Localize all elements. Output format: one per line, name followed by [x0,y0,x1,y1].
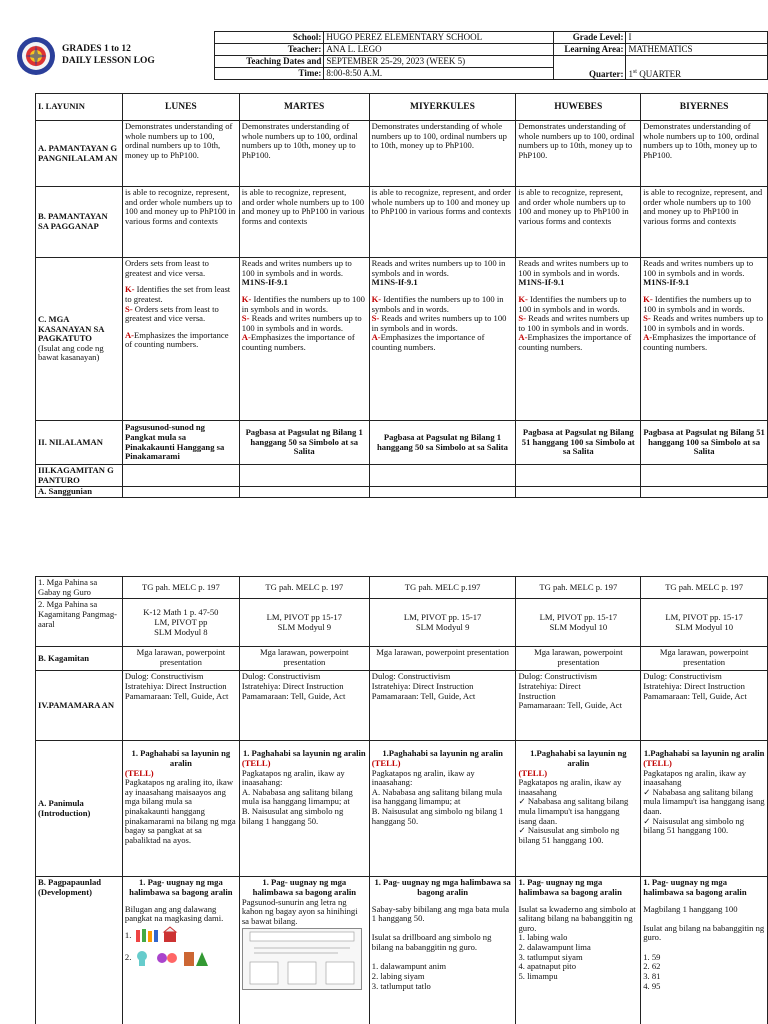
competency-code: M1NS-If-9.1 [518,277,565,288]
time-label: Time: [215,68,324,80]
performance-standard-cell: is able to recognize, represent, and order whole numbers up to 100 and money up to PhP100 in various forms and contexts [239,187,369,258]
content-standard-cell: Demonstrates understanding of whole numbers up to 100, ordinal numbers up to 10th, money up to PhP100. [239,121,369,187]
materials-cell: LM, PIVOT pp. 15-17 SLM Modyul 10 [641,599,768,647]
competency-intro: Reads and writes numbers up to 100 in symbols and in words. [371,258,506,278]
performance-standard-cell: is able to recognize, represent, and order whole numbers up to 100 and money up to PhP100 in various forms and contexts [122,187,239,258]
tell-tag: (TELL) [518,767,548,778]
competency-code: M1NS-If-9.1 [643,277,690,288]
panimula-cell-body: Pagkatapos ng araling ito, ikaw ay inaasahang maisaayos ang mga bilang mula sa pinakakaunti hanggang pinakamarami na bilang ng mga bagay sa pangkat at sa pabaliktad na ayos. [124,777,236,845]
competency-a: A-Emphasizes the importance of counting numbers. [518,332,632,352]
quarter-value: 1st QUARTER [626,56,768,80]
panimula-cell-huwebes [516,741,641,877]
competency-a: A-Emphasizes the importance of counting numbers. [241,332,355,352]
day-lunes: LUNES [122,94,239,121]
gabay-cell: TG pah. MELC p. 197 [641,577,768,599]
empty-cell [641,465,768,487]
lesson-log-table-part1 [35,93,768,498]
pagpapaunlad-cell-body: Bilugan ang ang dalawang pangkat na magkasing dami. [124,903,224,924]
panimula-cell-title: 1.Paghahabi sa layunin ng aralin [382,748,503,759]
performance-standard-cell: is able to recognize, represent, and order whole numbers up to 100 and money up to PhP100 in various forms and contexts [369,187,516,258]
empty-cell [239,487,369,498]
layunin-heading: I. LAYUNIN [36,94,123,121]
kagamitan-cell: Mga larawan, powerpoint presentation [641,647,768,671]
kagamitan-cell: Mga larawan, powerpoint presentation [516,647,641,671]
competency-k: K- Identifies the numbers up to 100 in symbols and in words. [518,293,627,314]
content-standard-cell: Demonstrates understanding of whole numbers up to 100, ordinal numbers up to 10th, money up to PhP100. [516,121,641,187]
day-martes: MARTES [239,94,369,121]
pagpapaunlad-cell-title: 1. Pag- uugnay ng mga halimbawa sa bagong aralin [252,877,356,897]
competency-cell-huwebes [516,258,641,421]
competency-s: S- Reads and writes numbers up to 100 in symbols and in words. [643,313,763,333]
panimula-cell-body: Pagkatapos ng aralin, ikaw ay inaasahang ✓ Nababasa ang salitang bilang mula limampu't isa hanggang isang daan. ✓ Naisusulat ang simbolo ng bilang 51 hanggang 100. [643,767,765,836]
kasanayan-row [36,258,768,421]
pagpapaunlad-cell-body: Magbilang 1 hanggang 100 Isulat ang bilang na babanggitin ng guro. 1. 59 2. 62 3. 81 4. 95 [643,903,765,991]
empty-cell [239,465,369,487]
pamamaraan-cell: Dulog: Constructivism Istratehiya: Direct Instruction Pamamaraan: Tell, Guide, Act [369,671,516,741]
item-number: 1. [124,929,132,940]
pamantayang-pangnilalaman-label: A. PAMANTAYAN G PANGNILALAM AN [36,121,123,187]
school-value: HUGO PEREZ ELEMENTARY SCHOOL [324,32,554,44]
empty-cell [516,487,641,498]
competency-k: K- Identifies the numbers up to 100 in symbols and in words. [643,293,752,314]
competency-cell-martes [239,258,369,421]
empty-cell [516,465,641,487]
sanggunian-row [36,487,768,498]
panimula-subtitle: (Introduction) [38,807,91,818]
gabay-cell: TG pah. MELC p. 197 [122,577,239,599]
day-miyerkules: MIYERKULES [369,94,516,121]
pagpapaunlad-cell-lunes [122,877,239,1024]
nilalaman-row [36,421,768,465]
competency-k: K- Identifies the numbers up to 100 in symbols and in words. [371,293,504,314]
performance-standard-cell: is able to recognize, represent, and order whole numbers up to 100 and money up to PhP100 in various forms and contexts [516,187,641,258]
form-title-line2: DAILY LESSON LOG [62,55,155,66]
quarter-label: Quarter: [554,56,626,80]
item-number: 2. [124,951,132,962]
pamantayan-sa-pagganap-row [36,187,768,258]
panimula-cell-miyerkules [369,741,516,877]
materials-cell: K-12 Math 1 p. 47-50 LM, PIVOT pp SLM Modyul 8 [122,599,239,647]
competency-cell-lunes [122,258,239,421]
panimula-cell-body: Pagkatapos ng aralin, ikaw ay inaasahang: A. Nababasa ang salitang bilang mula isa hanggang limampu; at B. Naisusulat ang simbolo ng bilang 1 hanggang 50. [241,767,353,826]
kagamitan-label: III.KAGAMITAN G PANTURO [36,465,123,487]
competency-s: S- Reads and writes numbers up to 100 in symbols and in words. [518,313,630,333]
content-cell: Pagbasa at Pagsulat ng Bilang 51 hanggang 100 sa Simbolo at sa Salita [641,421,768,465]
pamamaraan-row [36,671,768,741]
competency-intro: Reads and writes numbers up to 100 in symbols and in words. [643,258,754,278]
kagamitan-cell: Mga larawan, powerpoint presentation [369,647,516,671]
dates-value: SEPTEMBER 25-29, 2023 (WEEK 5) [324,56,554,68]
panimula-cell-body: Pagkatapos ng aralin, ikaw ay inaasahang ✓ Nababasa ang salitang bilang mula limampu't isa hanggang isang daan. ✓ Naisusulat ang simbolo ng bilang 51 hanggang 100. [518,777,629,845]
tell-tag: (TELL) [371,757,401,768]
competency-cell-miyerkules [369,258,516,421]
panimula-row [36,741,768,877]
grade-value: I [626,32,768,44]
content-cell: Pagbasa at Pagsulat ng Bilang 51 hanggang 100 sa Simbolo at sa Salita [516,421,641,465]
competency-s: S- Reads and writes numbers up to 100 in symbols and in words. [371,313,507,333]
day-biyernes: BIYERNES [641,94,768,121]
kagamitang-label: 2. Mga Pahina sa Kagamitang Pangmag-aaral [36,599,123,647]
teacher-label: Teacher: [215,44,324,56]
pagpapaunlad-cell-body: Isulat sa kwaderno ang simbolo at salitang bilang na babanggitin ng guro. 1. labing walo 2. dalawampunt lima 3. tatlumput siyam 4. apatnaput pito 5. limampu [518,903,636,981]
pagpapaunlad-row [36,877,768,1024]
pagpapaunlad-cell-martes [239,877,369,1024]
day-huwebes: HUWEBES [516,94,641,121]
gabay-label: 1. Mga Pahina sa Gabay ng Guro [36,577,123,599]
area-label: Learning Area: [554,44,626,56]
materials-cell: LM, PIVOT pp. 15-17 SLM Modyul 10 [516,599,641,647]
teacher-value: ANA L. LEGO [324,44,554,56]
competency-k: K- Identifies the set from least to greatest. [124,284,231,304]
pamantayang-pangnilalaman-row [36,121,768,187]
empty-cell [641,487,768,498]
materials-cell: LM, PIVOT pp. 15-17 SLM Modyul 9 [369,599,516,647]
school-label: School: [215,32,324,44]
sanggunian-label: A. Sanggunian [36,487,123,498]
form-title-line1: GRADES 1 to 12 [62,44,131,54]
content-cell: Pagbasa at Pagsulat ng Bilang 1 hanggang 50 sa Simbolo at sa Salita [239,421,369,465]
b-kagamitan-label: B. Kagamitan [36,647,123,671]
gabay-cell: TG pah. MELC p. 197 [239,577,369,599]
area-value: MATHEMATICS [626,44,768,56]
kagamitan-row [36,465,768,487]
pagpapaunlad-label [36,877,123,1024]
pagpapaunlad-title: B. Pagpapaunlad [38,877,102,888]
pagpapaunlad-cell-miyerkules [369,877,516,1024]
document-header [12,31,768,83]
competency-k: K- Identifies the numbers up to 100 in symbols and in words. [241,293,365,314]
empty-cell [369,465,516,487]
competency-s: S- Orders sets from least to greatest and vice versa. [124,303,219,324]
panimula-cell-title: 1.Paghahabi sa layunin ng aralin [530,748,627,768]
panimula-cell-body: Pagkatapos ng aralin, ikaw ay inaasahang: A. Nababasa ang salitang bilang mula isa hanggang limampu; at B. Naisusulat ang simbolo ng bilang 1 hanggang 50. [371,767,504,826]
panimula-cell-lunes [122,741,239,877]
pamamaraan-cell: Dulog: Constructivism Istratehiya: Direct Instruction Pamamaraan: Tell, Guide, Act [641,671,768,741]
worksheet-picture-icon [242,928,362,990]
picture-set-2 [125,948,237,968]
time-value: 8:00-8:50 A.M. [324,68,554,80]
pagpapaunlad-cell-title: 1. Pag- uugnay ng mga halimbawa sa bagong aralin [643,877,747,897]
content-cell: Pagbasa at Pagsulat ng Bilang 1 hanggang 50 sa Simbolo at sa Salita [369,421,516,465]
competency-cell-biyernes [641,258,768,421]
empty-cell [122,487,239,498]
empty-cell [122,465,239,487]
lesson-log-table-part2 [35,576,768,1024]
competency-a: A-Emphasizes the importance of counting numbers. [371,332,485,352]
panimula-label [36,741,123,877]
content-standard-cell: Demonstrates understanding of whole numbers up to 100, ordinal numbers up to 10th, money up to PhP100. [369,121,516,187]
competency-s: S- Reads and writes numbers up to 100 in symbols and in words. [241,313,362,333]
pagpapaunlad-cell-body: Pagsunod-sunurin ang letra ng kahon ng bagay ayon sa hinihingi sa bawat bilang. [241,896,358,926]
tell-tag: (TELL) [124,767,154,778]
pagpapaunlad-cell-title: 1. Pag- uugnay ng mga halimbawa sa bagong aralin [374,877,511,897]
panimula-cell-martes [239,741,369,877]
gabay-cell: TG pah. MELC p.197 [369,577,516,599]
competency-a: A-Emphasizes the importance of counting numbers. [643,332,757,352]
pamamaraan-cell: Dulog: Constructivism Istratehiya: Direct Instruction Pamamaraan: Tell, Guide, Act [239,671,369,741]
pamamaraan-label: IV.PAMAMARA AN [36,671,123,741]
pamamaraan-cell: Dulog: Constructivism Istratehiya: Direct Instruction Pamamaraan: Tell, Guide, Act [516,671,641,741]
competency-intro: Reads and writes numbers up to 100 in symbols and in words. [518,258,629,278]
children-picture-icon [134,926,180,946]
animals-picture-icon [134,948,214,968]
picture-set-1 [125,926,237,946]
form-title [62,44,155,68]
kasanayan-label [36,258,123,421]
content-standard-cell: Demonstrates understanding of whole numbers up to 100, ordinal numbers up to 10th, money up to PhP100. [641,121,768,187]
pagpapaunlad-cell-body: Sabay-saby bibilang ang mga bata mula 1 hanggang 50. Isulat sa drillboard ang simbolo ng bilang na babanggitin ng guro. 1. dalawampunt anim 2. labing siyam 3. tatlumput tatlo [371,903,510,991]
tell-tag: (TELL) [241,757,271,768]
empty-cell [369,487,516,498]
panimula-title: A. Panimula [38,798,84,809]
tell-tag: (TELL) [643,757,672,768]
kagamitan-cell: Mga larawan, powerpoint presentation [122,647,239,671]
panimula-cell-title: 1. Paghahabi sa layunin ng aralin [131,748,231,768]
gabay-row [36,577,768,599]
kagamitan-cell: Mga larawan, powerpoint presentation [239,647,369,671]
pamamaraan-cell: Dulog: Constructivism Istratehiya: Direct Instruction Pamamaraan: Tell, Guide, Act [122,671,239,741]
competency-intro: Orders sets from least to greatest and vice versa. [124,258,209,278]
panimula-cell-biyernes [641,741,768,877]
grade-label: Grade Level: [554,32,626,44]
deped-seal-icon [16,36,56,76]
competency-a: A-Emphasizes the importance of counting numbers. [124,329,229,350]
materials-cell: LM, PIVOT pp 15-17 SLM Modyul 9 [239,599,369,647]
pamantayan-sa-pagganap-label: B. PAMANTAYAN SA PAGGANAP [36,187,123,258]
pagpapaunlad-cell-title: 1. Pag- uugnay ng mga halimbawa sa bagong aralin [129,877,233,897]
kagamitang-pangmag-aaral-row [36,599,768,647]
pagpapaunlad-cell-title: 1. Pag- uugnay ng mga halimbawa sa bagong aralin [518,877,622,897]
pagpapaunlad-cell-biyernes [641,877,768,1024]
competency-intro: Reads and writes numbers up to 100 in symbols and in words. [241,258,352,278]
content-cell: Pagsusunod-sunod ng Pangkat mula sa Pinakakaunti Hanggang sa Pinakamarami [122,421,239,465]
gabay-cell: TG pah. MELC p. 197 [516,577,641,599]
content-standard-cell: Demonstrates understanding of whole numbers up to 100, ordinal numbers up to 10th, money up to PhP100. [122,121,239,187]
kasanayan-note: (Isulat ang code ng bawat kasanayan) [38,342,104,363]
pagpapaunlad-subtitle: (Development) [38,886,92,897]
competency-code: M1NS-If-9.1 [371,277,418,288]
dates-label: Teaching Dates and [215,56,324,68]
kasanayan-title: C. MGA KASANAYAN SA PAGKATUTO [38,313,104,344]
pagpapaunlad-cell-huwebes [516,877,641,1024]
panimula-cell-title: 1. Paghahabi sa layunin ng aralin [242,748,366,759]
header-info-table [214,31,768,80]
performance-standard-cell: is able to recognize, represent, and order whole numbers up to 100 and money up to PhP100 in various forms and contexts [641,187,768,258]
nilalaman-label: II. NILALAMAN [36,421,123,465]
competency-code: M1NS-If-9.1 [241,277,288,288]
b-kagamitan-row [36,647,768,671]
panimula-cell-title: 1.Paghahabi sa layunin ng aralin [643,748,765,759]
